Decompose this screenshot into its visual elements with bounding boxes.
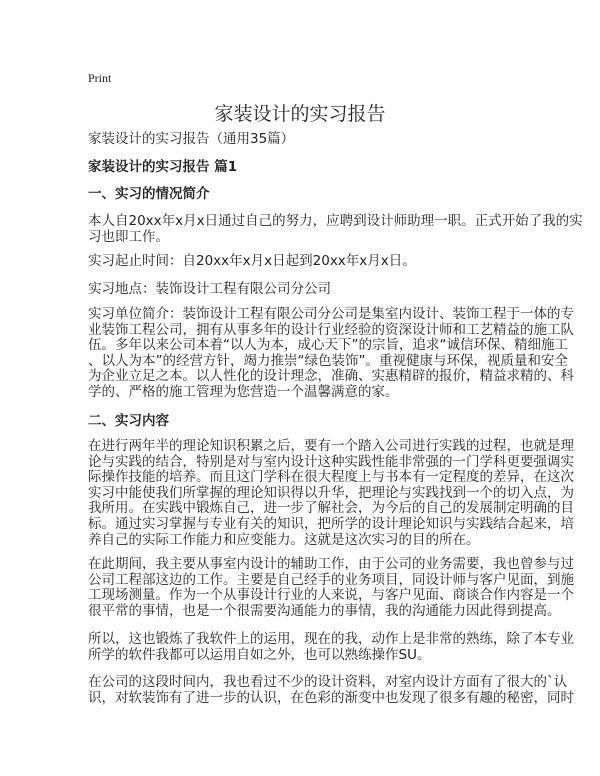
- heading-1: 一、实习的情况简介: [88, 186, 210, 202]
- text-line: 在公司的这段时间内，我也看过不少的设计资料，对室内设计方面有了很大的`认: [88, 674, 568, 690]
- paragraph: [88, 438, 574, 548]
- text-line: 本人自20xx年x月x日通过自己的努力，应聘到设计师助理一职。正式开始了我的实: [88, 213, 583, 229]
- text-line: 所以，这也锻炼了我软件上的运用，现在的我，动作上是非常的熟练，除了本专业: [88, 631, 574, 647]
- text-line: 学的、严格的施工管理为您营造一个温馨满意的家。: [88, 383, 399, 400]
- print-link[interactable]: Print: [88, 71, 112, 85]
- paragraph: [88, 631, 574, 663]
- paragraph: [88, 674, 574, 706]
- paragraph: [88, 306, 574, 401]
- text-line: 在此期间，我主要从事室内设计的辅助工作，由于公司的业务需要，我也曾参与过: [88, 556, 574, 572]
- text-line: 养自己的实际工作能力和应变能力。这就是这次实习的目的所在。: [88, 531, 480, 548]
- subtitle: 家装设计的实习报告（通用35篇）: [88, 131, 295, 147]
- text-line: 所学的软件我都可以运用自如之外，也可以熟练操作SU。: [88, 646, 431, 663]
- text-line: 在进行两年半的理论知识积累之后，要有一个踏入公司进行实践的过程，也就是理: [88, 438, 574, 454]
- text-line: 际操作技能的培养。而且这门学科在很大程度上与书本有一定程度的差异，在这次: [88, 469, 574, 486]
- paragraph: 实习地点：装饰设计工程有限公司分公司: [88, 281, 331, 297]
- heading-2: 二、实习内容: [88, 413, 169, 429]
- text-line: 我所用。在实践中锻炼自己，进一步了解社会，为今后的自己的发展制定明确的目: [88, 500, 574, 517]
- text-line: 为企业立足之本。以人性化的设计理念，准确、实惠精辟的报价，精益求精的、科: [88, 368, 574, 385]
- text-line: 习也即工作。: [88, 228, 169, 245]
- text-line: 业装饰工程公司，拥有从事多年的设计行业经验的资深设计师和工艺精益的施工队: [88, 321, 574, 338]
- text-line: 识，对软装饰有了进一步的认识，在色彩的渐变中也发现了很多有趣的秘密，同时: [88, 689, 574, 706]
- text-line: 、以人为本”的经营方针，竭力推崇“绿色装饰”。重视健康与环保，视质量和安全: [88, 352, 568, 369]
- text-line: 工现场测量。作为一个从事设计行业的人来说，与客户见面、商谈合作内容是一个: [88, 587, 574, 604]
- paragraph: 实习起止时间：自20xx年x月x日起到20xx年x月x日。: [88, 253, 416, 269]
- text-line: 伍。多年以来公司本着“以人为本，成心天下”的宗旨，追求“诚信环保、精细施工: [88, 337, 568, 354]
- text-line: 论与实践的结合，特别是对与室内设计这种实践性能非常强的一门学科更要强调实: [88, 453, 574, 470]
- text-line: 很平常的事情，也是一个很需要沟通能力的事情，我的沟通能力因此得到提高。: [88, 602, 561, 619]
- section-title: 家装设计的实习报告 篇1: [88, 159, 238, 175]
- text-line: 公司工程部这边的工作。主要是自己经手的业务项目，同设计师与客户见面，到施: [88, 571, 574, 588]
- document-title: 家装设计的实习报告: [214, 103, 386, 125]
- text-line: 标。通过实习掌握与专业有关的知识，把所学的设计理论知识与实践结合起来，培: [88, 515, 574, 532]
- paragraph: [88, 213, 583, 245]
- paragraph: [88, 556, 574, 619]
- text-line: 实习中能使我们所掌握的理论知识得以升华，把理论与实践找到一个的切入点，为: [88, 484, 574, 501]
- text-line: 实习单位简介：装饰设计工程有限公司分公司是集室内设计、装饰工程于一体的专: [88, 306, 574, 322]
